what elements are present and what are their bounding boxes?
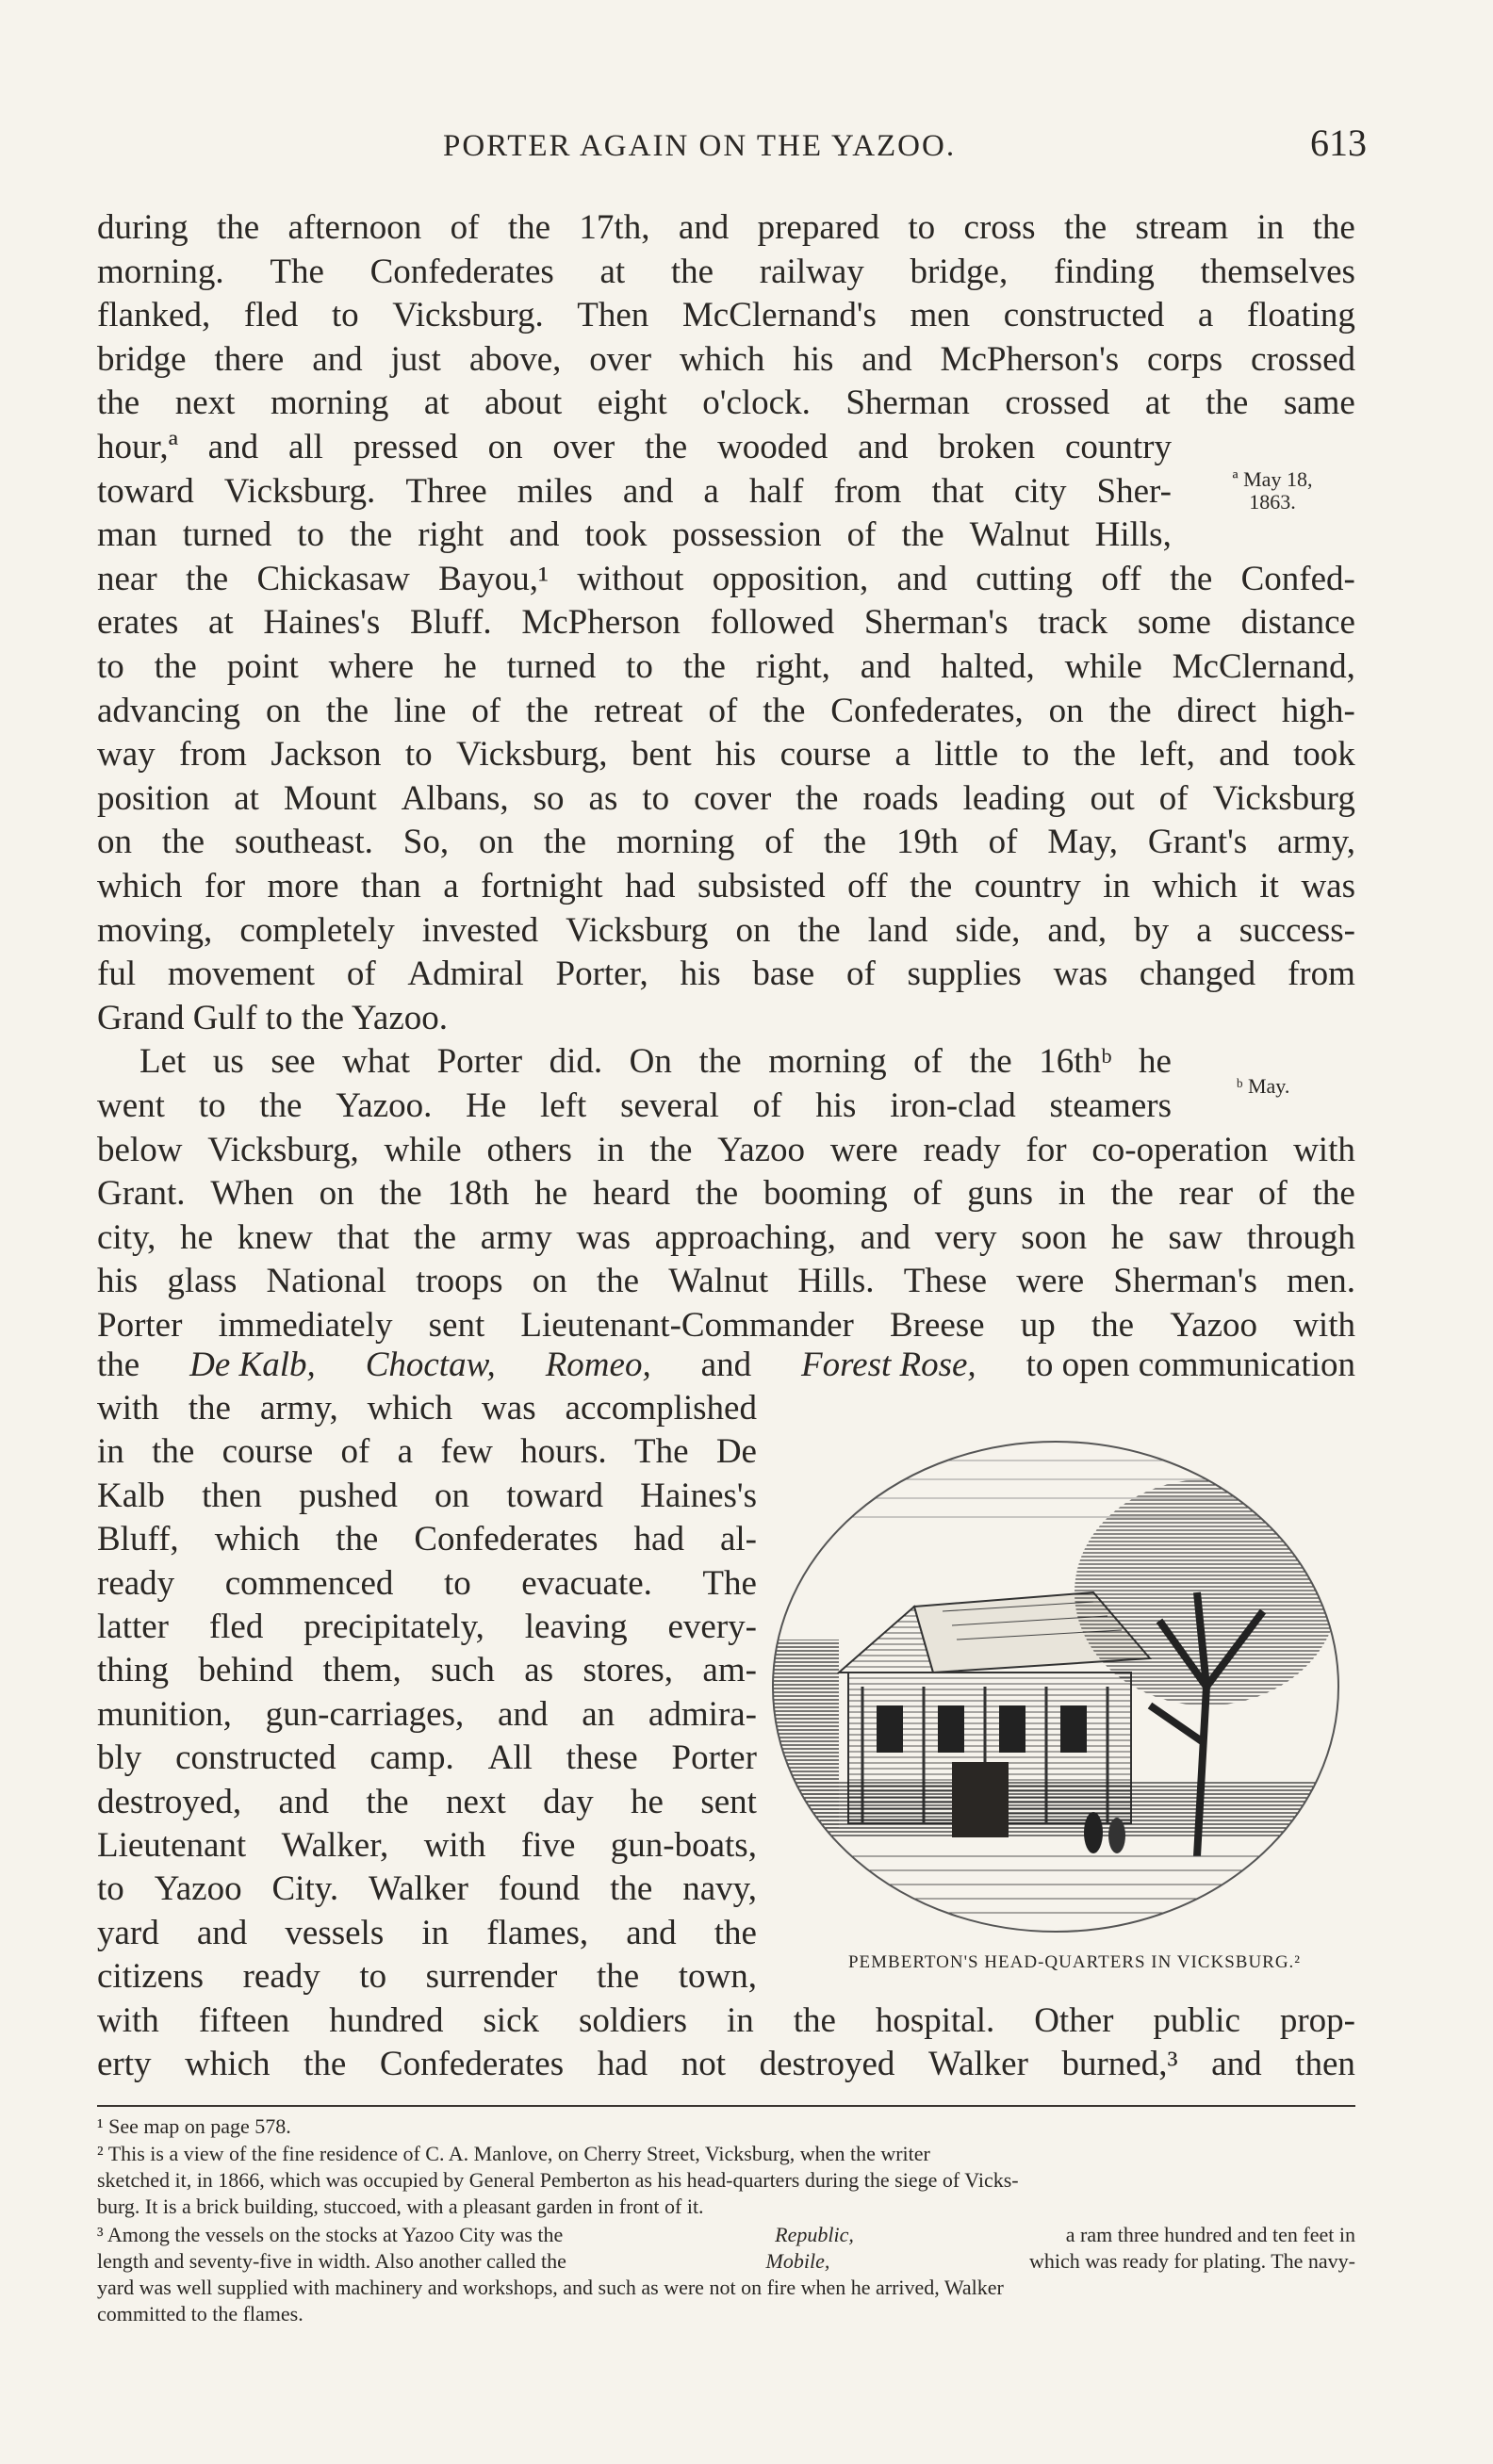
body-line: munition, gun-carriages, and an admira- (97, 1694, 757, 1734)
footnote-rule (97, 2105, 1355, 2107)
footnote-3-line: committed to the flames. (97, 2302, 304, 2325)
vessel-name: Romeo, (545, 1346, 651, 1384)
body-line: Bluff, which the Confederates had al- (97, 1520, 757, 1559)
body-line: bridge there and just above, over which his and McPherson's corps crossed (97, 339, 1355, 379)
body-line: Lieutenant Walker, with five gun-boats, (97, 1826, 757, 1865)
vessel-line-and: and (700, 1346, 752, 1384)
footnote-text: which was ready for plating. The navy- (1029, 2249, 1355, 2273)
body-line: citizens ready to surrender the town, (97, 1957, 757, 1997)
vessel-name: Choctaw, (365, 1346, 496, 1384)
body-line: on the southeast. So, on the morning of the 19th of May, Grant's army, (97, 823, 1355, 862)
body-line: to the point where he turned to the right, and halted, while McClernand, (97, 647, 1355, 686)
vessel-line-suffix: to open communication (1025, 1346, 1355, 1384)
footnote-2-line: sketched it, in 1866, which was occupied by General Pemberton as his head-quarters during the siege of Vicks- (97, 2168, 1019, 2192)
footnote-3-line: yard was well supplied with machinery and workshops, and such as were not on fire when he arrived, Walker (97, 2276, 1004, 2299)
body-line: advancing on the line of the retreat of the Confederates, on the direct high- (97, 691, 1355, 730)
body-line: destroyed, and the next day he sent (97, 1782, 757, 1821)
body-line: city, he knew that the army was approaching, and very soon he saw through (97, 1217, 1355, 1257)
running-head (443, 121, 1367, 165)
body-line: ful movement of Admiral Porter, his base of supplies was changed from (97, 955, 1355, 994)
body-line: erty which the Confederates had not destroyed Walker burned,³ and then (97, 2045, 1355, 2083)
body-line: in the course of a few hours. The De (97, 1432, 757, 1472)
body-line: went to the Yazoo. He left several of his iron-clad steamers (97, 1086, 1172, 1125)
marginal-note-a-line2: 1863. (1249, 490, 1296, 514)
footnote-text: ³ Among the vessels on the stocks at Yazoo City was the (97, 2223, 564, 2246)
body-line: way from Jackson to Vicksburg, bent his course a little to the left, and took (97, 735, 1355, 775)
body-line: to Yazoo City. Walker found the navy, (97, 1869, 757, 1909)
vessel-line-prefix: the (97, 1346, 140, 1384)
body-line: bly constructed camp. All these Porter (97, 1738, 757, 1778)
body-line: below Vicksburg, while others in the Yazoo were ready for co-operation with (97, 1130, 1355, 1169)
body-line: the next morning at about eight o'clock. Sherman crossed at the same (97, 383, 1355, 423)
body-line: Kalb then pushed on toward Haines's (97, 1476, 757, 1515)
body-line: morning. The Confederates at the railway bridge, finding themselves (97, 252, 1355, 291)
page-number: 613 (1310, 122, 1367, 164)
body-line: during the afternoon of the 17th, and prepared to cross the stream in the (97, 208, 1355, 247)
body-line: hour,ª and all pressed on over the wooded and broken country (97, 428, 1172, 466)
vessel-name: De Kalb, (189, 1346, 316, 1384)
body-line-vessels (97, 1345, 1355, 1385)
body-line: position at Mount Albans, so as to cover the roads leading out of Vicksburg (97, 778, 1355, 818)
body-line: toward Vicksburg. Three miles and a half from that city Sher- (97, 471, 1172, 511)
vessel-name: Republic, (775, 2223, 854, 2246)
footnote-3-line (97, 2222, 1355, 2248)
body-line: Grant. When on the 18th he heard the booming of guns in the rear of the (97, 1174, 1355, 1214)
vessel-name: Forest Rose, (801, 1346, 976, 1384)
body-line: thing behind them, such as stores, am- (97, 1651, 757, 1690)
body-line: latter fled precipitately, leaving every- (97, 1607, 757, 1646)
body-line: yard and vessels in flames, and the (97, 1913, 757, 1952)
body-line: Grand Gulf to the Yazoo. (97, 998, 449, 1037)
body-line: moving, completely invested Vicksburg on the land side, and, by a success- (97, 910, 1355, 950)
running-title: PORTER AGAIN ON THE YAZOO. (443, 129, 957, 163)
body-line: which for more than a fortnight had subsisted off the country in which it was (97, 867, 1355, 906)
figure-caption: PEMBERTON'S HEAD-QUARTERS IN VICKSBURG.² (847, 1952, 1301, 1972)
footnote-text: length and seventy-five in width. Also another called the (97, 2249, 566, 2273)
body-line: with fifteen hundred sick soldiers in the hospital. Other public prop- (97, 2001, 1355, 2040)
body-line: man turned to the right and took possession of the Walnut Hills, (97, 515, 1172, 555)
body-line: erates at Haines's Bluff. McPherson followed Sherman's track some distance (97, 603, 1355, 643)
body-line: Porter immediately sent Lieutenant-Commander Breese up the Yazoo with (97, 1306, 1355, 1345)
body-line: Let us see what Porter did. On the morning of the 16thᵇ he (139, 1042, 1172, 1082)
marginal-note-a-line1: ª May 18, (1232, 467, 1313, 491)
body-line: with the army, which was accomplished (97, 1389, 757, 1428)
marginal-note-a (1206, 468, 1338, 514)
body-line: flanked, fled to Vicksburg. Then McClernand's men constructed a floating (97, 296, 1355, 335)
marginal-note-b: ᵇ May. (1236, 1074, 1290, 1098)
footnote-2-line: burg. It is a brick building, stuccoed, with a pleasant garden in front of it. (97, 2195, 704, 2218)
footnote-2-line: ² This is a view of the fine residence of C. A. Manlove, on Cherry Street, Vicksburg, when the writer (97, 2142, 930, 2165)
footnote-1: ¹ See map on page 578. (97, 2114, 291, 2138)
body-line: ready commenced to evacuate. The (97, 1563, 757, 1603)
footnote-3-line (97, 2248, 1355, 2275)
body-line: near the Chickasaw Bayou,¹ without opposition, and cutting off the Confed- (97, 559, 1355, 598)
pemberton-headquarters-engraving (754, 1404, 1357, 1950)
vessel-name: Mobile, (765, 2249, 830, 2273)
footnote-text: a ram three hundred and ten feet in (1065, 2223, 1355, 2246)
body-line: his glass National troops on the Walnut Hills. These were Sherman's men. (97, 1262, 1355, 1301)
